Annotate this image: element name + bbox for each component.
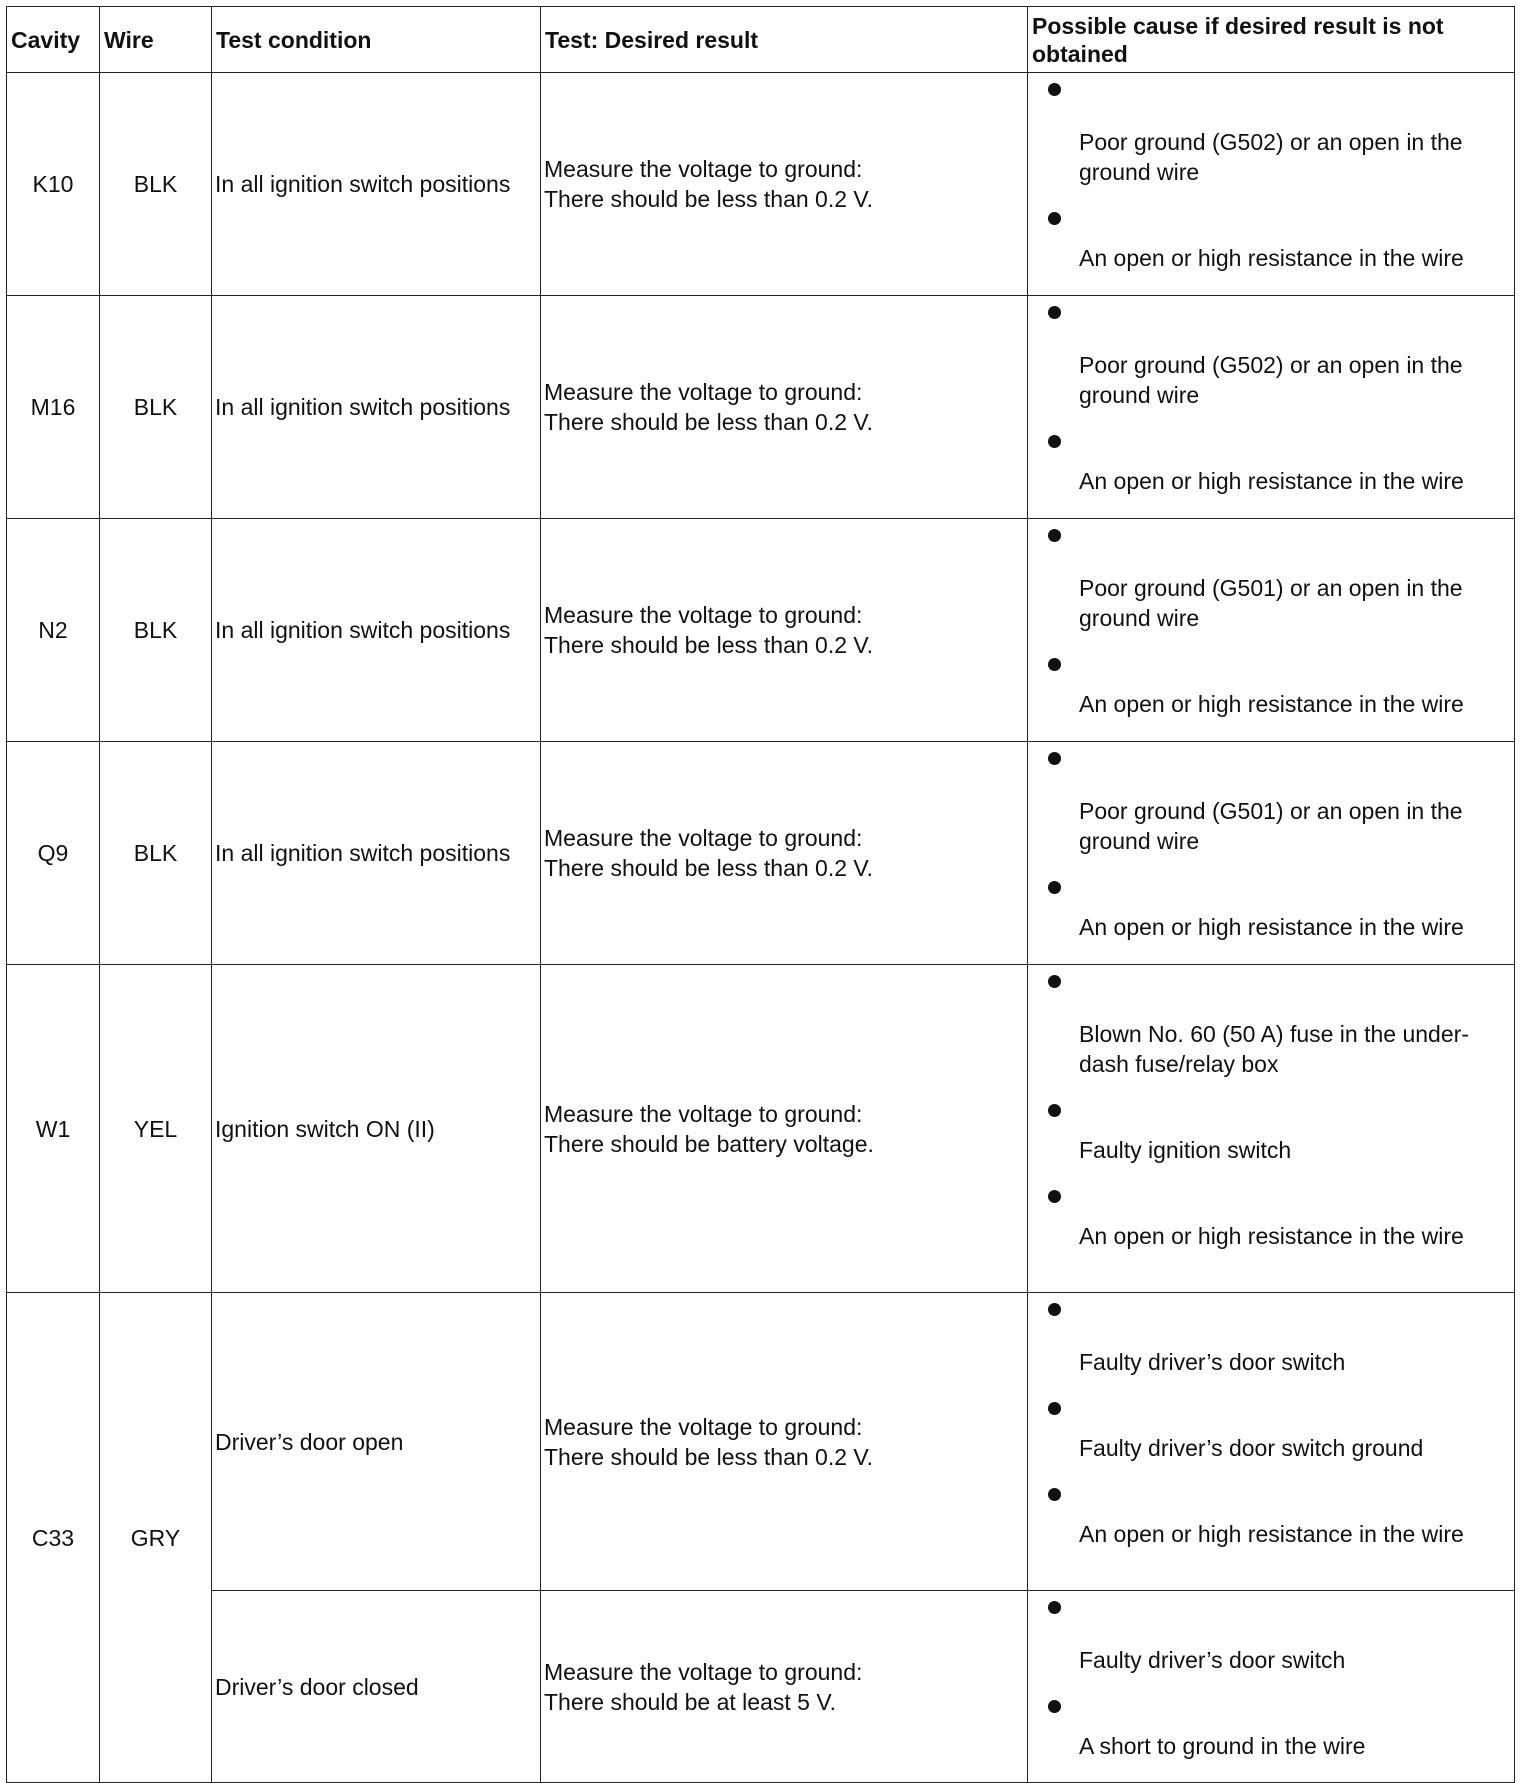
bullet-icon bbox=[1048, 1104, 1061, 1117]
bullet-icon bbox=[1048, 1700, 1061, 1713]
bullet-icon bbox=[1048, 1488, 1061, 1501]
test-condition-cell: In all ignition switch positions bbox=[212, 519, 541, 742]
wire-cell: GRY bbox=[100, 1293, 212, 1783]
possible-cause-cell bbox=[1028, 965, 1515, 1293]
test-condition-cell: Driver’s door closed bbox=[212, 1591, 541, 1783]
test-condition-cell: In all ignition switch positions bbox=[212, 742, 541, 965]
table-row bbox=[7, 1293, 1515, 1591]
cause-item: Faulty ignition switch bbox=[1028, 1079, 1514, 1165]
table-row bbox=[7, 965, 1515, 1293]
table-row bbox=[7, 519, 1515, 742]
possible-cause-cell bbox=[1028, 296, 1515, 519]
header-possible-cause: Possible cause if desired result is not obtained bbox=[1028, 7, 1515, 73]
desired-result-cell bbox=[541, 73, 1028, 296]
cause-item: An open or high resistance in the wire bbox=[1028, 410, 1514, 496]
result-line: There should be less than 0.2 V. bbox=[544, 632, 874, 658]
table-row bbox=[7, 742, 1515, 965]
cavity-cell: M16 bbox=[7, 296, 100, 519]
table-row bbox=[7, 296, 1515, 519]
cause-item: An open or high resistance in the wire bbox=[1028, 856, 1514, 942]
desired-result-cell bbox=[541, 1293, 1028, 1591]
bullet-icon bbox=[1048, 1190, 1061, 1203]
possible-cause-cell bbox=[1028, 519, 1515, 742]
result-line: There should be less than 0.2 V. bbox=[544, 1443, 874, 1470]
header-row bbox=[7, 7, 1515, 73]
result-line: There should be battery voltage. bbox=[544, 1130, 874, 1157]
test-condition-cell: In all ignition switch positions bbox=[212, 73, 541, 296]
cause-item: Faulty driver’s door switch bbox=[1028, 1293, 1514, 1377]
desired-result-cell bbox=[541, 965, 1028, 1293]
cause-item: Blown No. 60 (50 A) fuse in the under-dash fuse/relay box bbox=[1028, 965, 1514, 1079]
bullet-icon bbox=[1048, 881, 1061, 894]
wire-cell: BLK bbox=[100, 73, 212, 296]
cause-item: Faulty driver’s door switch ground bbox=[1028, 1377, 1514, 1463]
cause-item: An open or high resistance in the wire bbox=[1028, 1165, 1514, 1251]
header-desired-result: Test: Desired result bbox=[541, 7, 1028, 73]
result-line: Measure the voltage to ground: bbox=[544, 1100, 863, 1127]
bullet-icon bbox=[1048, 529, 1061, 542]
bullet-icon bbox=[1048, 1402, 1061, 1415]
diagnostic-table bbox=[6, 6, 1515, 1783]
cause-item: Poor ground (G501) or an open in the ground wire bbox=[1028, 519, 1514, 633]
header-wire: Wire bbox=[100, 7, 212, 73]
result-line: Measure the voltage to ground: bbox=[544, 1658, 863, 1685]
cause-item: An open or high resistance in the wire bbox=[1028, 1463, 1514, 1549]
diagnostic-table-container bbox=[6, 6, 1514, 1783]
bullet-icon bbox=[1048, 212, 1061, 225]
cause-item: Poor ground (G502) or an open in the ground wire bbox=[1028, 296, 1514, 410]
bullet-icon bbox=[1048, 658, 1061, 671]
cause-item: Faulty driver’s door switch bbox=[1028, 1591, 1514, 1675]
desired-result-cell bbox=[541, 519, 1028, 742]
wire-cell: BLK bbox=[100, 296, 212, 519]
test-condition-cell: Driver’s door open bbox=[212, 1293, 541, 1591]
cavity-cell: C33 bbox=[7, 1293, 100, 1783]
result-line: Measure the voltage to ground: bbox=[544, 602, 863, 628]
test-condition-cell: In all ignition switch positions bbox=[212, 296, 541, 519]
cause-item: Poor ground (G502) or an open in the ground wire bbox=[1028, 73, 1514, 187]
header-cavity: Cavity bbox=[7, 7, 100, 73]
bullet-icon bbox=[1048, 752, 1061, 765]
wire-cell: BLK bbox=[100, 742, 212, 965]
cavity-cell: W1 bbox=[7, 965, 100, 1293]
bullet-icon bbox=[1048, 306, 1061, 319]
possible-cause-cell bbox=[1028, 1591, 1515, 1783]
result-line: Measure the voltage to ground: bbox=[544, 825, 863, 851]
result-line: Measure the voltage to ground: bbox=[544, 1413, 863, 1440]
desired-result-cell bbox=[541, 296, 1028, 519]
result-line: Measure the voltage to ground: bbox=[544, 156, 863, 182]
possible-cause-cell bbox=[1028, 1293, 1515, 1591]
table-row bbox=[7, 1591, 1515, 1783]
test-condition-cell: Ignition switch ON (II) bbox=[212, 965, 541, 1293]
desired-result-cell bbox=[541, 1591, 1028, 1783]
cause-item: A short to ground in the wire bbox=[1028, 1675, 1514, 1761]
possible-cause-cell bbox=[1028, 73, 1515, 296]
bullet-icon bbox=[1048, 1601, 1061, 1614]
result-line: There should be at least 5 V. bbox=[544, 1688, 836, 1715]
cause-item: Poor ground (G501) or an open in the ground wire bbox=[1028, 742, 1514, 856]
result-line: There should be less than 0.2 V. bbox=[544, 186, 874, 212]
wire-cell: BLK bbox=[100, 519, 212, 742]
table-row bbox=[7, 73, 1515, 296]
cause-item: An open or high resistance in the wire bbox=[1028, 187, 1514, 273]
result-line: There should be less than 0.2 V. bbox=[544, 409, 874, 435]
wire-cell: YEL bbox=[100, 965, 212, 1293]
cavity-cell: K10 bbox=[7, 73, 100, 296]
header-test-condition: Test condition bbox=[212, 7, 541, 73]
bullet-icon bbox=[1048, 1303, 1061, 1316]
bullet-icon bbox=[1048, 435, 1061, 448]
cavity-cell: N2 bbox=[7, 519, 100, 742]
bullet-icon bbox=[1048, 975, 1061, 988]
result-line: Measure the voltage to ground: bbox=[544, 379, 863, 405]
cavity-cell: Q9 bbox=[7, 742, 100, 965]
result-line: There should be less than 0.2 V. bbox=[544, 855, 874, 881]
cause-item: An open or high resistance in the wire bbox=[1028, 633, 1514, 719]
desired-result-cell bbox=[541, 742, 1028, 965]
possible-cause-cell bbox=[1028, 742, 1515, 965]
bullet-icon bbox=[1048, 83, 1061, 96]
